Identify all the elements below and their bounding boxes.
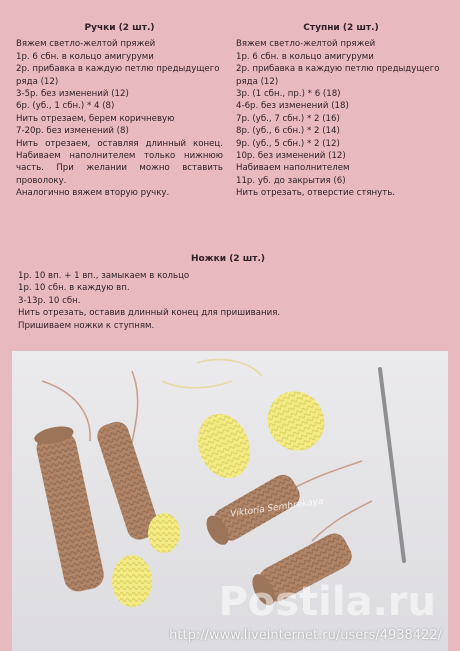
- feet-line: 11р. уб. до закрытия (6): [236, 175, 346, 186]
- photo-signature: Viktoria Sembrekaya: [229, 496, 325, 520]
- feet-line: 9р. (уб., 5 сбн.) * 2 (12): [236, 138, 340, 149]
- yellow-hand-left: [112, 555, 152, 607]
- feet-title: Ступни (2 шт.): [303, 23, 379, 33]
- yellow-hand-middle: [148, 513, 180, 553]
- legs-line: 1р. 10 сбн. в каждую вп.: [18, 283, 130, 294]
- arms-title: Ручки (2 шт.): [84, 23, 155, 33]
- arms-line: Аналогично вяжем вторую ручку.: [16, 188, 170, 199]
- arms-section: [16, 22, 223, 200]
- yellow-foot-left: [189, 406, 259, 485]
- legs-line: 3-13р. 10 сбн.: [18, 295, 81, 306]
- feet-section: [236, 22, 446, 200]
- feet-line: 3р. (1 сбн., пр.) * 6 (18): [236, 89, 341, 100]
- feet-line: 1р. 6 сбн. в кольцо амигуруми: [236, 51, 374, 62]
- arms-line: 6р. (уб., 1 сбн.) * 4 (8): [16, 101, 115, 112]
- feet-line: 4-6р. без изменений (18): [236, 101, 349, 112]
- feet-line: 10р. без изменений (12): [236, 151, 346, 162]
- arms-line: 3-5р. без изменений (12): [16, 89, 129, 100]
- crochet-parts-photo: [12, 351, 448, 651]
- legs-line: Нить отрезать, оставив длинный конец для пришивания.: [18, 308, 281, 319]
- legs-line: Пришиваем ножки к ступням.: [18, 320, 155, 331]
- postila-watermark: Postila.ru: [218, 579, 436, 625]
- crochet-hook: [380, 369, 404, 561]
- arms-line: Нить отрезаем, берем коричневую: [16, 113, 175, 124]
- legs-line: 1р. 10 вп. + 1 вп., замыкаем в кольцо: [18, 270, 190, 281]
- arm-piece-left: [33, 423, 107, 594]
- feet-line: 7р. (уб., 7 сбн.) * 2 (16): [236, 113, 340, 124]
- arms-line: Вяжем светло-желтой пряжей: [16, 39, 156, 50]
- arms-line: 7-20р. без изменений (8): [16, 126, 129, 137]
- source-url: http://www.liveinternet.ru/users/4938422/: [169, 628, 442, 643]
- arms-line: Нить отрезаем, оставляя длинный конец. Набиваем наполнителем только нижнюю часть. При желании можно вставить проволоку.: [16, 138, 223, 186]
- feet-line: 8р. (уб., 6 сбн.) * 2 (14): [236, 126, 340, 137]
- arms-line: 1р. 6 сбн. в кольцо амигуруми: [16, 51, 154, 62]
- yarn-thread: [197, 359, 262, 376]
- yellow-foot-right: [258, 382, 334, 460]
- legs-section: [18, 253, 438, 333]
- yarn-thread: [312, 501, 372, 541]
- yarn-thread: [162, 381, 232, 388]
- feet-line: Набиваем наполнителем: [236, 163, 350, 174]
- arms-line: 2р. прибавка в каждую петлю предыдущего ряда (12): [16, 64, 220, 87]
- feet-line: 2р. прибавка в каждую петлю предыдущего ряда (12): [236, 64, 440, 87]
- feet-line: Нить отрезать, отверстие стянуть.: [236, 188, 396, 199]
- legs-title: Ножки (2 шт.): [190, 254, 266, 264]
- feet-line: Вяжем светло-желтой пряжей: [236, 39, 376, 50]
